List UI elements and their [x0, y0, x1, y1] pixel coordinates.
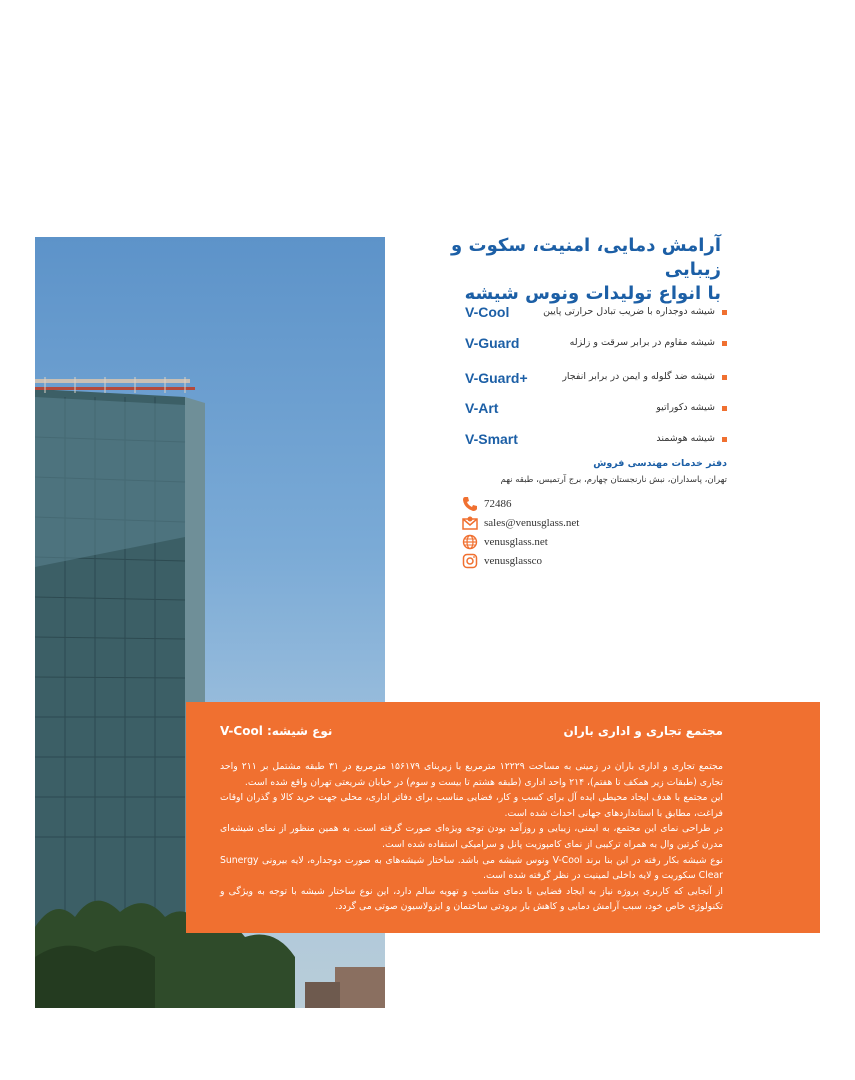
product-description: شیشه ضد گلوله و ایمن در برابر انفجار [562, 371, 715, 382]
contact-address: تهران، پاسداران، نبش نارنجستان چهارم، برج آرتمیس، طبقه نهم [500, 475, 727, 485]
product-brand: V-Smart [465, 431, 518, 447]
headline-line-2: با انواع تولیدات ونوس شیشه [464, 283, 721, 304]
glass-type: نوع شیشه: V-Cool [220, 724, 333, 738]
instagram-handle[interactable]: venusglassco [484, 555, 543, 567]
product-brand: V-Cool [465, 304, 510, 320]
paragraph: نوع شیشه بکار رفته در این بنا برند V-Cool ونوس شیشه می باشد. ساختار شیشه‌های به صورت دوجداره، لایه بیرونی Sunergy Clear سکوریت و لایه داخلی لمینیت در نظر گرفته شده است. [220, 854, 724, 882]
email-icon [462, 515, 478, 531]
product-description: شیشه دوجداره با ضریب تبادل حرارتی پایین [543, 306, 715, 317]
phone-icon [462, 496, 478, 512]
bullet-icon [722, 310, 727, 315]
product-brand: V-Guard+ [465, 370, 528, 386]
paragraph: این مجتمع با هدف ایجاد محیطی ایده آل برای کسب و کار، فضایی مناسب برای دفاتر اداری، محلی جهت خرید کالا و گذران اوقات فراغت، مطابق با استانداردهای جهانی احداث شده است. [220, 792, 723, 819]
instagram-icon [462, 553, 478, 569]
instagram-row[interactable] [462, 552, 542, 570]
paragraph: در طراحی نمای این مجتمع، به ایمنی، زیبایی و روزآمد بودن توجه ویژه‌ای صورت گرفته است. به همین منظور از نمای شیشه‌ای مدرن کرتین وال به همراه ترکیبی از نمای کامپوزیت پانل و سرامیکی استفاده شده است. [220, 823, 723, 850]
product-description: شیشه هوشمند [656, 433, 715, 444]
product-row [465, 398, 727, 429]
product-row [465, 302, 727, 333]
project-description [220, 759, 723, 915]
bullet-icon [722, 375, 727, 380]
paragraph: از آنجایی که کاربری پروژه نیاز به ایجاد فضایی با دمای مناسب و تهویه سالم دارد، این نوع ساختار شیشه با توجه به ویژگی و تکنولوژی خاص خود، سبب آرامش دمایی و کاهش بار برودتی ساختمان و ایزولاسیون صوتی می گردد. [220, 885, 723, 913]
product-description: شیشه دکوراتیو [656, 402, 715, 413]
globe-icon [462, 534, 478, 550]
bullet-icon [722, 406, 727, 411]
bullet-icon [722, 341, 727, 346]
project-panel [186, 702, 820, 933]
contact-title: دفتر خدمات مهندسی فروش [593, 458, 727, 469]
headline-line-1: آرامش دمایی، امنیت، سکوت و زیبایی [451, 235, 721, 280]
headline [391, 234, 721, 306]
project-title: مجتمع تجاری و اداری باران [563, 724, 723, 738]
product-row [465, 364, 727, 398]
email-link[interactable]: sales@venusglass.net [484, 517, 580, 529]
website-link[interactable]: venusglass.net [484, 536, 548, 548]
product-list [465, 302, 727, 460]
phone-number: 72486 [484, 498, 512, 510]
bullet-icon [722, 437, 727, 442]
product-brand: V-Guard [465, 335, 520, 351]
product-description: شیشه مقاوم در برابر سرقت و زلزله [569, 337, 715, 348]
product-brand: V-Art [465, 400, 499, 416]
contact-block [462, 458, 727, 567]
paragraph: مجتمع تجاری و اداری باران در زمینی به مساحت ۱۲۲۲۹ مترمربع با زیربنای ۱۵۶۱۷۹ مترمربع در ۳۱ طبقه مشتمل بر ۲۱۱ واحد تجاری (طبقات زیر همکف تا هفتم)، ۲۱۴ واحد اداری (طبقه هشتم تا بیست و سوم) در خیابان شریعتی تهران واقع شده است. [220, 761, 723, 788]
email-row[interactable] [462, 514, 579, 532]
phone-row[interactable] [462, 495, 512, 513]
website-row[interactable] [462, 533, 548, 551]
product-row [465, 333, 727, 364]
product-row [465, 429, 727, 460]
